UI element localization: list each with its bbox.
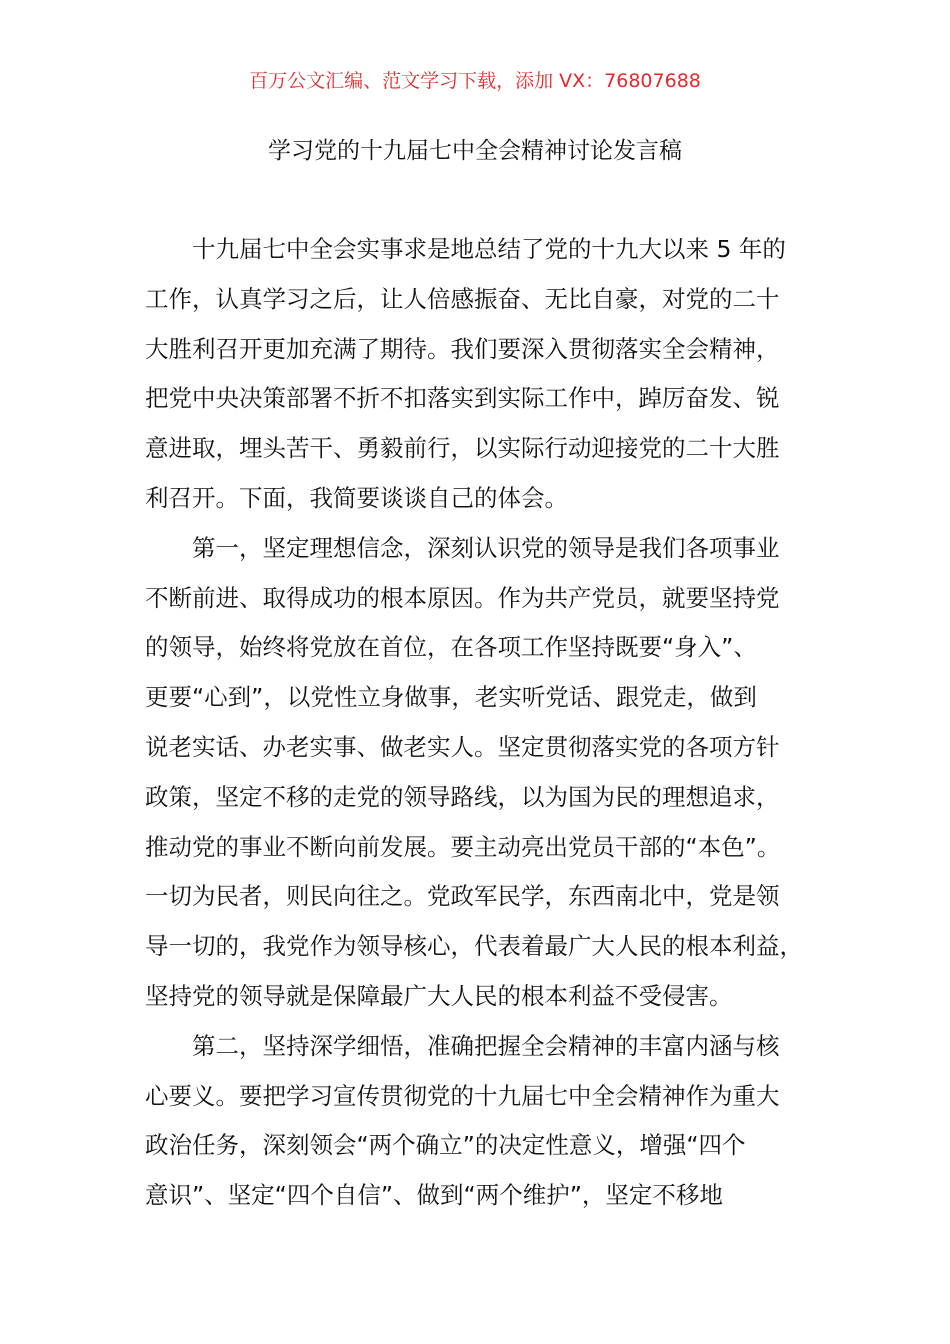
watermark-banner: 百万公文汇编、范文学习下载，添加 VX：76807688 bbox=[249, 70, 701, 92]
paragraph-line: 工作，认真学习之后，让人倍感振奋、无比自豪，对党的二十 bbox=[145, 284, 780, 313]
paragraph-line: 第一，坚定理想信念，深刻认识党的领导是我们各项事业 bbox=[192, 533, 780, 562]
paragraph-line: 意识”、坚定“四个自信”、做到“两个维护”，坚定不移地 bbox=[145, 1181, 723, 1210]
paragraph-line: 导一切的，我党作为领导核心，代表着最广大人民的根本利益， bbox=[145, 932, 803, 961]
paragraph-line: 意进取，埋头苦干、勇毅前行，以实际行动迎接党的二十大胜 bbox=[145, 434, 780, 463]
paragraph-line: 的领导，始终将党放在首位，在各项工作坚持既要“身入”、 bbox=[145, 633, 757, 662]
paragraph-line: 十九届七中全会实事求是地总结了党的十九大以来 5 年的 bbox=[192, 235, 786, 263]
paragraph-line: 一切为民者，则民向往之。党政军民学，东西南北中，党是领 bbox=[145, 882, 780, 911]
paragraph-line: 说老实话、办老实事、做老实人。坚定贯彻落实党的各项方针 bbox=[145, 732, 780, 761]
paragraph-line: 推动党的事业不断向前发展。要主动亮出党员干部的“本色”。 bbox=[145, 832, 781, 861]
paragraph-line: 利召开。下面，我简要谈谈自己的体会。 bbox=[145, 483, 568, 512]
paragraph-line: 政策，坚定不移的走党的领导路线，以为国为民的理想追求， bbox=[145, 782, 780, 811]
paragraph-line: 心要义。要把学习宣传贯彻党的十九届七中全会精神作为重大 bbox=[145, 1081, 780, 1110]
paragraph-line: 政治任务，深刻领会“两个确立”的决定性意义，增强“四个 bbox=[145, 1131, 746, 1160]
document-title: 学习党的十九届七中全会精神讨论发言稿 bbox=[268, 138, 682, 164]
paragraph-line: 把党中央决策部署不折不扣落实到实际工作中，踔厉奋发、锐 bbox=[145, 384, 780, 413]
paragraph-line: 大胜利召开更加充满了期待。我们要深入贯彻落实全会精神， bbox=[145, 334, 780, 363]
paragraph-line: 不断前进、取得成功的根本原因。作为共产党员，就要坚持党 bbox=[145, 583, 780, 612]
document-body bbox=[145, 225, 835, 1221]
paragraph-line: 第二，坚持深学细悟，准确把握全会精神的丰富内涵与核 bbox=[192, 1031, 780, 1060]
paragraph-line: 更要“心到”，以党性立身做事，老实听党话、跟党走，做到 bbox=[145, 683, 757, 712]
paragraph-line: 坚持党的领导就是保障最广大人民的根本利益不受侵害。 bbox=[145, 981, 733, 1010]
